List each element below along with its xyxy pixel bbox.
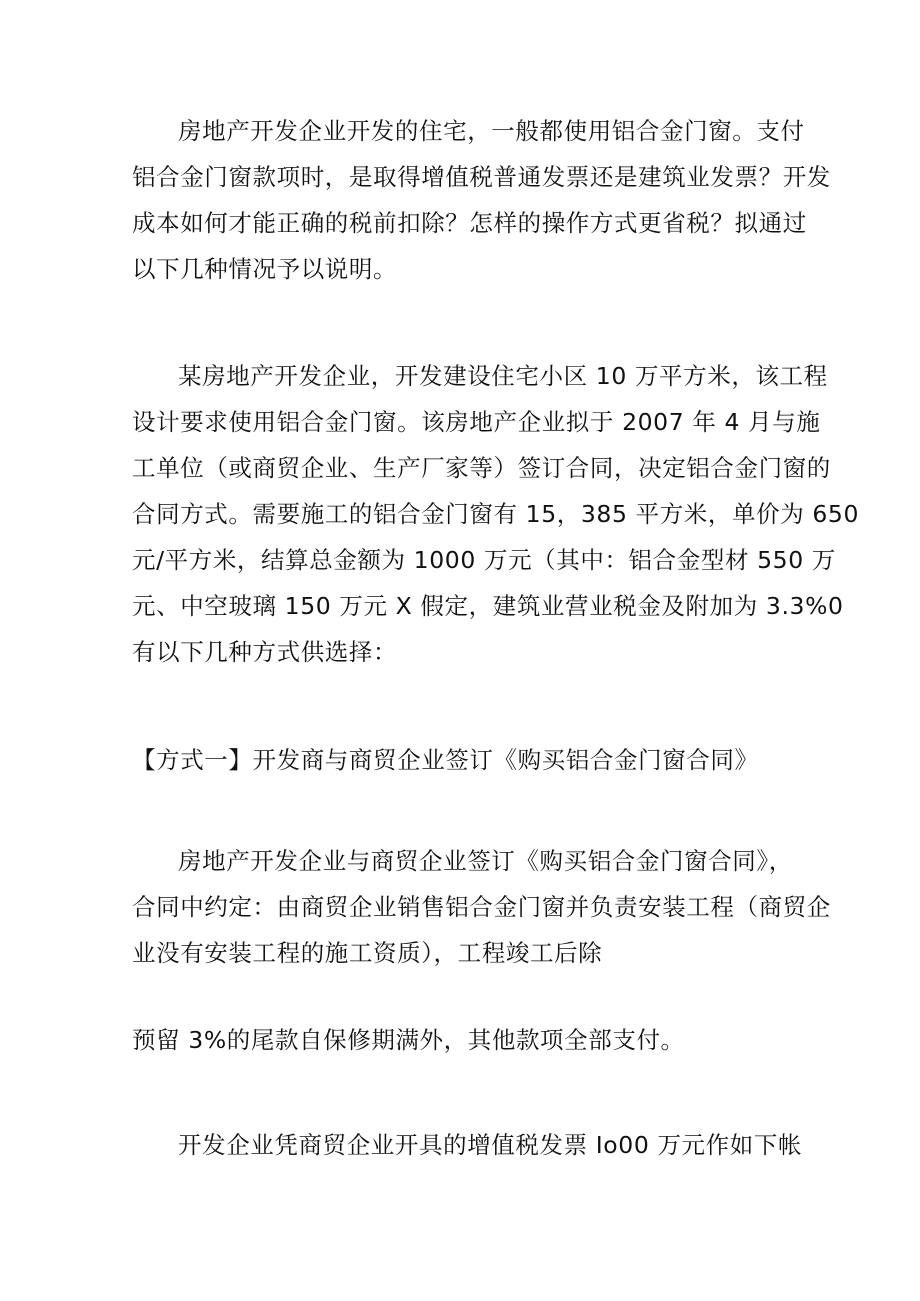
paragraph-1-line-4: 以下几种情况予以说明。 [132, 255, 398, 283]
paragraph-1-line-1: 房地产开发企业开发的住宅，一般都使用铝合金门窗。支付 [178, 117, 805, 145]
method-1-heading: 【方式一】开发商与商贸企业签订《购买铝合金门窗合同》 [132, 746, 759, 774]
paragraph-2-line-3: 工单位（或商贸企业、生产厂家等）签订合同，决定铝合金门窗的 [132, 454, 831, 482]
paragraph-2-line-6: 元、中空玻璃 150 万元 X 假定，建筑业营业税金及附加为 3.3%0 [132, 592, 844, 620]
paragraph-3-line-3: 业没有安装工程的施工资质），工程竣工后除 [132, 939, 603, 967]
paragraph-3-line-2: 合同中约定：由商贸企业销售铝合金门窗并负责安装工程（商贸企 [132, 893, 831, 921]
paragraph-3-line-1: 房地产开发企业与商贸企业签订《购买铝合金门窗合同》， [178, 847, 793, 875]
paragraph-1-line-2: 铝合金门窗款项时，是取得增值税普通发票还是建筑业发票？开发 [132, 163, 831, 191]
paragraph-2-line-2: 设计要求使用铝合金门窗。该房地产企业拟于 2007 年 4 月与施 [132, 408, 821, 436]
paragraph-2-line-1: 某房地产开发企业，开发建设住宅小区 10 万平方米，该工程 [178, 362, 828, 390]
paragraph-1-line-3: 成本如何才能正确的税前扣除？怎样的操作方式更省税？拟通过 [132, 209, 807, 237]
paragraph-2-line-7: 有以下几种方式供选择： [132, 638, 398, 666]
paragraph-5: 开发企业凭商贸企业开具的增值税发票 Io00 万元作如下帐 [178, 1131, 803, 1159]
paragraph-4: 预留 3%的尾款自保修期满外，其他款项全部支付。 [132, 1026, 685, 1054]
paragraph-2-line-5: 元/平方米，结算总金额为 1000 万元（其中：铝合金型材 550 万 [132, 546, 836, 574]
paragraph-2-line-4: 合同方式。需要施工的铝合金门窗有 15，385 平方米，单价为 650 [132, 500, 860, 528]
